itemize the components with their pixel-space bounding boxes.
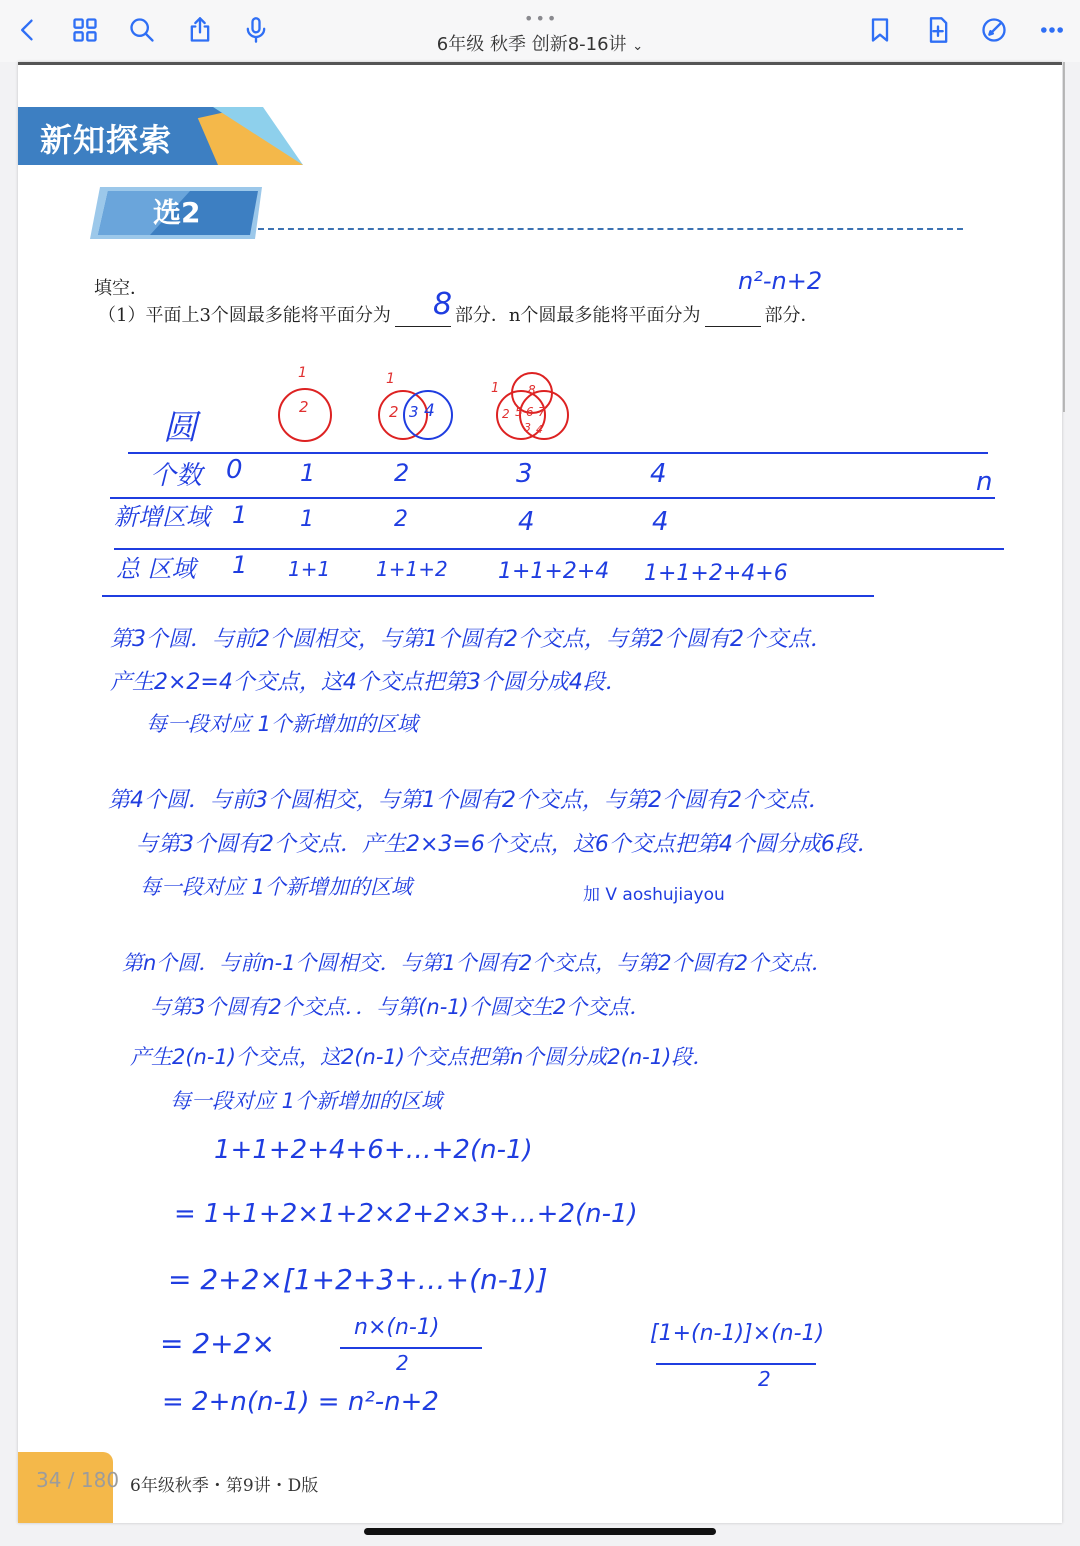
top-toolbar [0, 0, 1080, 62]
bookmark-icon[interactable] [864, 14, 896, 46]
table-cell: 4 [518, 507, 535, 537]
table-cell: 0 [226, 455, 243, 485]
math-line: = 2+2× [160, 1327, 275, 1360]
math-line: = 2+2×[1+2+3+…+(n-1)] [168, 1263, 548, 1296]
table-cell: 1+1+2+4 [498, 559, 610, 584]
circle-label: 2 [502, 407, 510, 421]
handwritten-line: 产生2×2=4个交点，这4个交点把第3个圆分成4段． [110, 670, 627, 695]
circle-label: 5 [515, 405, 523, 419]
row-label: 总 区域 [116, 555, 196, 583]
markup-icon[interactable] [978, 14, 1010, 46]
handwritten-line: 第4个圆．与前3个圆相交，与第1个圆有2个交点，与第2个圆有2个交点． [108, 788, 830, 813]
table-cell: 1+1+2+4+6 [644, 561, 788, 586]
table-cell: 1+1 [288, 557, 331, 581]
watermark: 加 V aoshujiayou [583, 885, 725, 905]
circle-label: 2 [299, 398, 309, 416]
fraction-numerator: n×(n-1) [354, 1315, 440, 1340]
footer-text: 6年级秋季・第9讲・D版 [130, 1476, 319, 1496]
table-cell: 4 [650, 459, 667, 489]
handwritten-line: 与第3个圆有2个交点．．与第(n-1)个圆交生2个交点． [150, 995, 651, 1019]
circle-label: 3 [409, 403, 419, 421]
fraction-bar [340, 1347, 482, 1349]
handwritten-line: 产生2(n-1)个交点，这2(n-1)个交点把第n个圆分成2(n-1)段． [130, 1045, 714, 1069]
chevron-down-icon[interactable]: ⌄ [632, 39, 644, 54]
question-label: 填空． [94, 278, 148, 299]
table-cell: n [976, 467, 993, 497]
section-title: 新知探索 [40, 121, 173, 159]
handwritten-line: 与第3个圆有2个交点．产生2×3=6个交点，这6个交点把第4个圆分成6段． [136, 832, 879, 857]
math-line: = 2+n(n-1) = n²-n+2 [162, 1387, 439, 1417]
add-page-icon[interactable] [922, 14, 954, 46]
circle-label: 1 [491, 381, 500, 396]
handwritten-line: 每一段对应 1个新增加的区域 [146, 712, 419, 736]
side-fraction-numerator: [1+(n-1)]×(n-1) [650, 1321, 825, 1346]
table-cell: 2 [394, 507, 408, 532]
row-label: 新增区域 [114, 503, 210, 531]
circle-label: 7 [538, 405, 546, 419]
circle-label: 6 [526, 405, 534, 419]
window-grabber[interactable]: ••• [524, 9, 559, 28]
answer-1: 8 [433, 287, 453, 322]
answer-2: n²-n+2 [738, 267, 823, 295]
table-cell: 3 [516, 459, 533, 489]
table-rule [128, 452, 988, 454]
circle-label: 3 [524, 421, 531, 434]
scrollbar[interactable] [1063, 62, 1065, 412]
table-rule [102, 595, 874, 597]
home-indicator[interactable] [364, 1528, 716, 1535]
side-fraction-denominator: 2 [758, 1367, 771, 1391]
circle-label: 4 [424, 401, 435, 421]
document-title[interactable]: 6年级 秋季 创新8-16讲 ⌄ [436, 34, 644, 55]
fraction-denominator: 2 [396, 1351, 409, 1375]
circle-label: 1 [298, 365, 307, 381]
table-cell: 1 [300, 459, 316, 487]
table-cell: 1+1+2 [376, 557, 448, 581]
more-icon[interactable] [1036, 14, 1068, 46]
handwritten-line: 每一段对应 1个新增加的区域 [140, 875, 413, 899]
table-cell: 4 [652, 507, 669, 537]
table-cell: 1 [300, 507, 314, 532]
sub-title: 选2 [153, 196, 201, 229]
math-line: = 1+1+2×1+2×2+2×3+…+2(n-1) [174, 1199, 638, 1229]
row-label: 个数 [150, 461, 203, 491]
handwritten-line: 每一段对应 1个新增加的区域 [170, 1089, 443, 1113]
table-cell: 2 [394, 459, 410, 487]
handwritten-line: 第n个圆．与前n-1个圆相交．与第1个圆有2个交点，与第2个圆有2个交点． [122, 951, 832, 975]
document-page [18, 62, 1062, 1523]
page-indicator[interactable]: 34 / 180 [36, 1468, 120, 1492]
question-text: （1）平面上3个圆最多能将平面分为 部分．n个圆最多能将平面分为 部分． [98, 305, 819, 326]
circle-label: 2 [389, 403, 399, 421]
table-cell: 1 [232, 551, 248, 579]
circle-label: 1 [386, 371, 395, 387]
table-rule [110, 497, 995, 499]
side-fraction-bar [656, 1363, 816, 1365]
circle-label: 8 [528, 383, 536, 397]
handwritten-line: 第3个圆．与前2个圆相交，与第1个圆有2个交点，与第2个圆有2个交点． [110, 627, 832, 652]
table-rule [114, 548, 1004, 550]
table-cell: 1 [232, 501, 248, 529]
circle-label: 4 [536, 423, 543, 436]
math-line: 1+1+2+4+6+…+2(n-1) [214, 1135, 533, 1165]
table-header: 圆 [163, 408, 197, 448]
